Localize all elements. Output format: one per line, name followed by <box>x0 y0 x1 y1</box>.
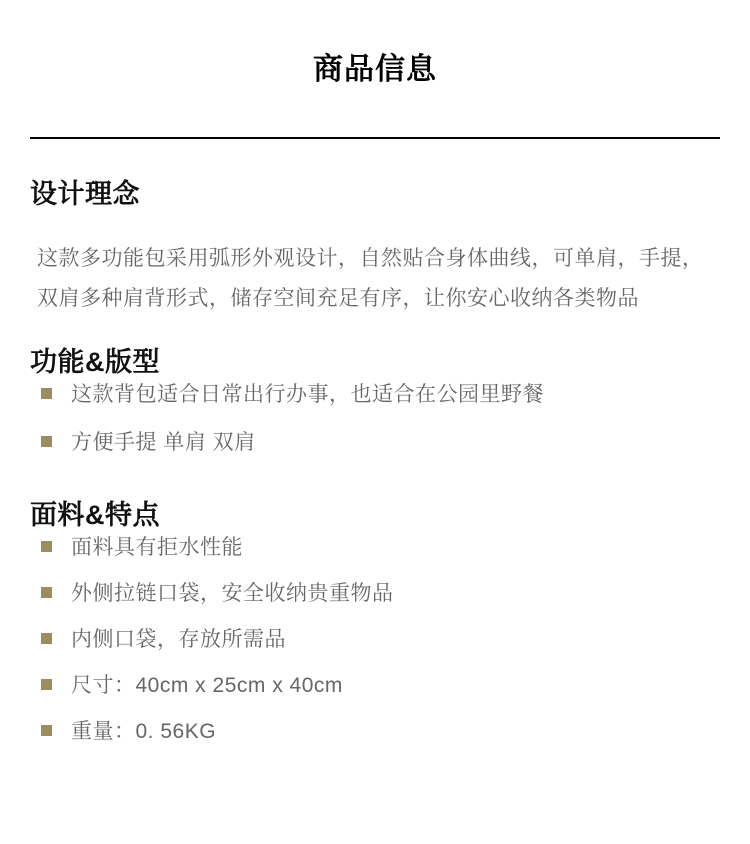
list-item <box>41 578 720 606</box>
page-title: 商品信息 <box>313 53 437 86</box>
bullet-text: 方便手提 单肩 双肩 <box>71 431 256 454</box>
section-fabric <box>30 498 720 744</box>
design-description <box>37 239 720 319</box>
fabric-bullet-list <box>41 532 720 744</box>
bullet-square-icon <box>41 679 52 690</box>
bullet-square-icon <box>41 541 52 552</box>
list-item <box>41 427 720 455</box>
section-function <box>30 345 720 455</box>
list-item <box>41 670 720 698</box>
bullet-text: 面料具有拒水性能 <box>71 536 243 559</box>
bullet-text-weight: 重量：0. 56KG <box>71 720 217 743</box>
bullet-square-icon <box>41 388 52 399</box>
design-description-line-2: 双肩多种肩背形式，储存空间充足有序，让你安心收纳各类物品 <box>37 287 639 310</box>
bullet-square-icon <box>41 587 52 598</box>
design-description-line-1: 这款多功能包采用弧形外观设计，自然贴合身体曲线，可单肩，手提， <box>37 247 704 270</box>
bullet-square-icon <box>41 725 52 736</box>
bullet-text: 内侧口袋，存放所需品 <box>71 628 286 651</box>
section-heading-design: 设计理念 <box>30 179 140 209</box>
bullet-square-icon <box>41 633 52 644</box>
list-item <box>41 379 720 407</box>
list-item <box>41 716 720 744</box>
list-item <box>41 624 720 652</box>
bullet-text: 外侧拉链口袋，安全收纳贵重物品 <box>71 582 394 605</box>
section-heading-fabric: 面料&特点 <box>30 500 160 530</box>
title-divider <box>30 137 720 139</box>
function-bullet-list <box>41 379 720 455</box>
bullet-text: 这款背包适合日常出行办事，也适合在公园里野餐 <box>71 383 544 406</box>
list-item <box>41 532 720 560</box>
section-heading-function: 功能&版型 <box>30 347 160 377</box>
section-design <box>30 177 720 319</box>
bullet-text-dimensions: 尺寸：40cm x 25cm x 40cm <box>71 674 343 697</box>
bullet-square-icon <box>41 436 52 447</box>
